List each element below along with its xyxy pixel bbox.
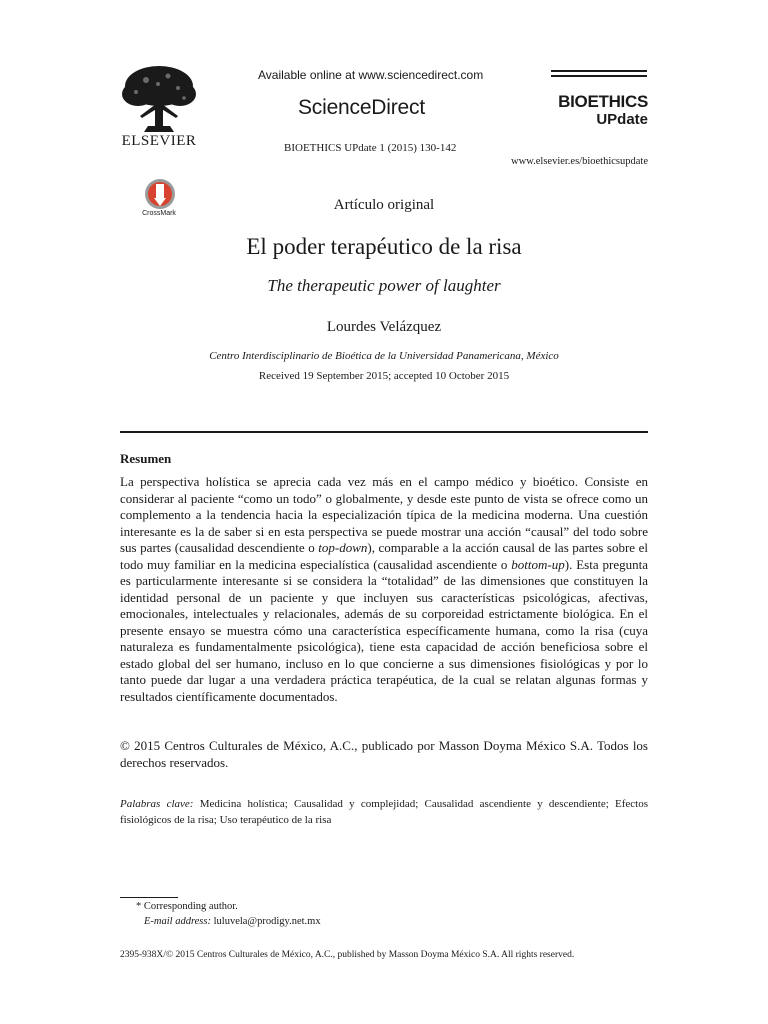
keywords [120, 796, 648, 828]
abstract-copyright: © 2015 Centros Culturales de México, A.C., publicado por Masson Doyma México S.A. Todos los derechos reservados. [120, 738, 648, 770]
author-name[interactable]: Lourdes Velázquez [326, 319, 442, 335]
available-online-text: Available online at www.sciencedirect.com [258, 68, 484, 82]
abstract-text [120, 474, 648, 705]
email-label: E-mail address: [144, 916, 211, 927]
copyright-footer: 2395-938X/© 2015 Centros Culturales de México, A.C., published by Masson Doyma México S.A. All rights reserved. [120, 950, 575, 960]
author-email [144, 916, 321, 927]
keywords-label: Palabras clave: [120, 798, 194, 810]
section-divider [120, 431, 648, 433]
crossmark-label: CrossMark [142, 210, 176, 217]
platform-title: ScienceDirect [298, 96, 425, 119]
author-affiliation: Centro Interdisciplinario de Bioética de la Universidad Panamericana, México [209, 350, 559, 362]
journal-brand-subtitle: UPdate [596, 111, 648, 128]
journal-url-link[interactable]: www.elsevier.es/bioethicsupdate [511, 156, 648, 167]
footnote-divider [120, 897, 178, 898]
abstract-text-part: La perspectiva holística se aprecia cada vez más en el campo médico y bioético. Consiste en considerar al paciente “como un todo” o globalmente, y desde este punto de vista se ofrece como un complemento a la tendencia hacia la especialización típica de la medicina moderna. Una cuestión interesante es la de saber si en esta perspectiva se puede mostrar una acción “causal” del todo sobre sus partes (causalidad descendiente o [120, 474, 648, 555]
abstract-term-top-down: top-down [318, 540, 368, 555]
article-title: El poder terapéutico de la risa [246, 234, 522, 259]
email-address-link[interactable]: luluvela@prodigy.net.mx [210, 916, 321, 927]
journal-brand-title: BIOETHICS [558, 92, 648, 111]
brand-rule-lines [551, 70, 647, 80]
abstract-term-bottom-up: bottom-up [511, 556, 565, 572]
abstract-text-part: ). Esta pregunta es particularmente interesante si se considera la “totalidad” de las dimensiones que constituyen la identidad personal de un paciente y que incluyen sus características psicológicas, afectivas, emocionales, intelectuales y relacionales, además de su corporeidad estrictamente biológica. En el presente ensayo se muestra cómo una característica específicamente humana, como la risa (cuya naturaleza es fundamentalmente psicológica), tiene esta capacidad de acción beneficiosa sobre el estado global del ser humano, incluso en lo que concierne a sus dimensiones fisiológicas y por lo tanto puede dar lugar a una verdadera práctica terapéutica, de la cual se relatan algunas formas y resultados científicamente documentados. [120, 556, 648, 704]
journal-citation: BIOETHICS UPdate 1 (2015) 130-142 [284, 142, 457, 154]
received-accepted-dates: Received 19 September 2015; accepted 10 October 2015 [258, 370, 510, 382]
corresponding-author-note: * Corresponding author. [136, 901, 238, 912]
publisher-wordmark: ELSEVIER [121, 133, 197, 149]
keywords-list: Medicina holística; Causalidad y complejidad; Causalidad ascendiente y descendiente; Efectos fisiológicos de la risa; Uso terapéutico de la risa [120, 798, 649, 826]
article-title-english: The therapeutic power of laughter [267, 276, 501, 295]
article-type: Artículo original [333, 197, 435, 213]
abstract-heading: Resumen [120, 451, 172, 466]
abstract-text-part: ), comparable a la acción causal de las partes sobre el todo muy familiar en la medicina especialística (causalidad ascendiente o [120, 540, 649, 572]
